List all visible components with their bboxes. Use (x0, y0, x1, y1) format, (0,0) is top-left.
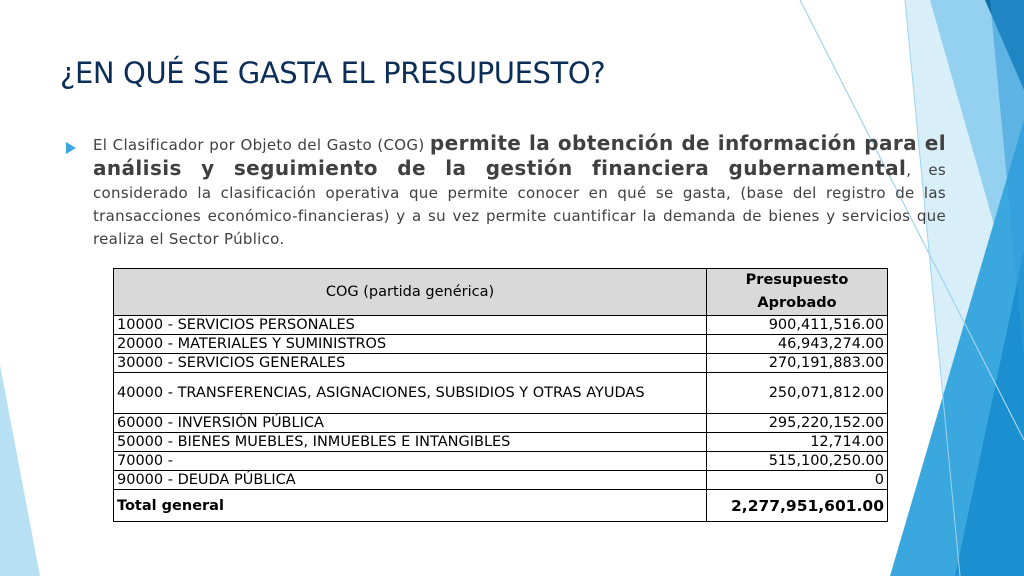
bullet-text (93, 132, 946, 251)
table-row (114, 433, 888, 452)
header-budget (707, 269, 888, 316)
row-cog: 90000 - DEUDA PÚBLICA (114, 471, 707, 490)
bullet-arrow-icon (66, 142, 76, 154)
row-amount: 270,191,883.00 (707, 354, 888, 373)
slide-title: ¿EN QUÉ SE GASTA EL PRESUPUESTO? (60, 56, 606, 90)
header-cog: COG (partida genérica) (114, 269, 707, 316)
table-row (114, 335, 888, 354)
bullet-point (66, 132, 946, 251)
left-accent-shape (0, 365, 40, 576)
table-row (114, 471, 888, 490)
bullet-emphasis: permite la obtención de información para el análisis y seguimiento de la gestión financiera gubernamental (93, 131, 946, 180)
row-amount: 46,943,274.00 (707, 335, 888, 354)
budget-table (113, 268, 888, 522)
table-row (114, 316, 888, 335)
row-amount: 0 (707, 471, 888, 490)
row-cog: 10000 - SERVICIOS PERSONALES (114, 316, 707, 335)
row-amount: 515,100,250.00 (707, 452, 888, 471)
table-row (114, 354, 888, 373)
table-row (114, 414, 888, 433)
total-amount: 2,277,951,601.00 (707, 490, 888, 522)
row-cog: 40000 - TRANSFERENCIAS, ASIGNACIONES, SUBSIDIOS Y OTRAS AYUDAS (114, 373, 707, 414)
total-label: Total general (114, 490, 707, 522)
row-amount: 295,220,152.00 (707, 414, 888, 433)
row-cog: 70000 - (114, 452, 707, 471)
row-cog: 60000 - INVERSIÓN PÚBLICA (114, 414, 707, 433)
table-total-row (114, 490, 888, 522)
table-row (114, 452, 888, 471)
row-cog: 20000 - MATERIALES Y SUMINISTROS (114, 335, 707, 354)
row-cog: 30000 - SERVICIOS GENERALES (114, 354, 707, 373)
table-row (114, 373, 888, 414)
row-cog: 50000 - BIENES MUEBLES, INMUEBLES E INTANGIBLES (114, 433, 707, 452)
header-budget-line2: Aprobado (757, 295, 837, 311)
header-budget-line1: Presupuesto (745, 272, 849, 288)
bullet-rest: , es considerado la clasificación operativa que permite conocer en qué se gasta, (base del registro de las transacciones económico-financieras) y a su vez permite cuantificar la demanda de bienes y servicios que realiza el Sector Público. (93, 161, 947, 248)
row-amount: 12,714.00 (707, 433, 888, 452)
bullet-intro: El Clasificador por Objeto del Gasto (COG) (93, 136, 430, 154)
row-amount: 900,411,516.00 (707, 316, 888, 335)
table-header-row (114, 269, 888, 316)
row-amount: 250,071,812.00 (707, 373, 888, 414)
